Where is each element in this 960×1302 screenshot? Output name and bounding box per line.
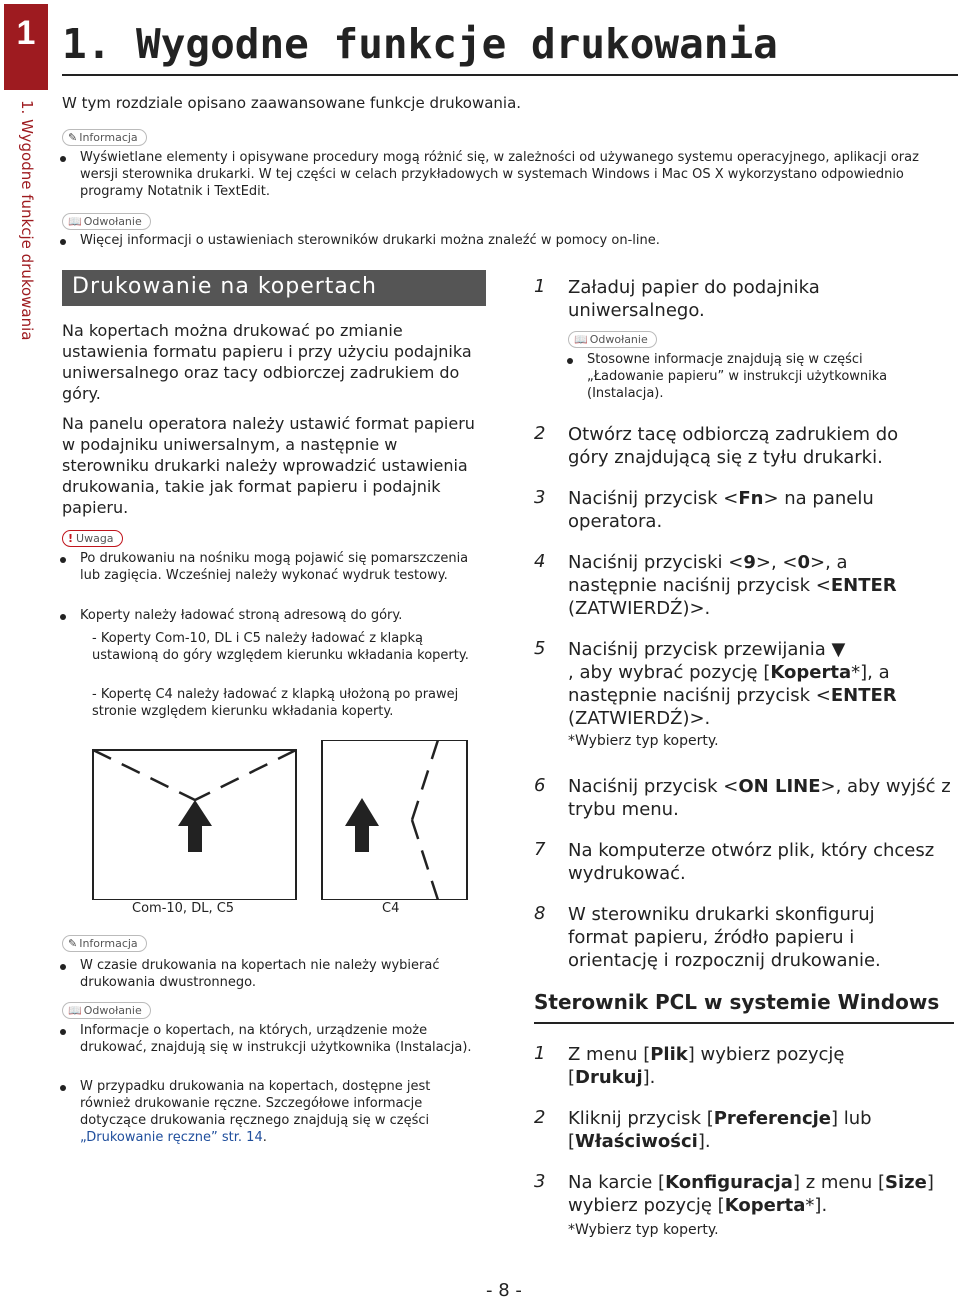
info-badge: ✎ Informacja <box>62 126 147 146</box>
chapter-number: 1 <box>16 14 36 52</box>
book-icon: 📖 <box>574 333 588 346</box>
step-text: Kliknij przycisk [Preferencje] lub [Właściwości]. <box>568 1108 872 1152</box>
info-list-item: W czasie drukowania na kopertach nie należy wybierać drukowania dwustronnego. <box>80 957 480 991</box>
step-text: Naciśnij przyciski <9>, <0>, a następnie naciśnij przycisk <ENTER (ZATWIERDŹ)>. <box>568 552 897 619</box>
figure-label-left: Com-10, DL, C5 <box>132 901 235 916</box>
step-text: Na komputerze otwórz plik, który chcesz wydrukować. <box>568 840 935 884</box>
step-text: Otwórz tacę odbiorczą zadrukiem do góry znajdującą się z tyłu drukarki. <box>568 424 899 468</box>
section-paragraph: Na panelu operatora należy ustawić format papieru w podajniku uniwersalnym, a następnie w sterowniku drukarki należy wprowadzić ustawienia drukowania, takie jak format papieru i podajnik papieru. <box>62 414 475 517</box>
step-number: 2 <box>534 423 546 444</box>
warning-badge: ! Uwaga <box>62 527 123 547</box>
warning-list-item: Po drukowaniu na nośniku mogą pojawić się pomarszczenia lub zagięcia. Wcześniej należy wykonać wydruk testowy. <box>80 550 480 584</box>
step-note: *Wybierz typ koperty. <box>568 1222 719 1238</box>
book-icon: 📖 <box>68 215 82 228</box>
info-list-item: Wyświetlane elementy i opisywane procedury mogą różnić się, w zależności od używanego systemu operacyjnego, aplikacji oraz wersji sterownika drukarki. W tej części w celach przykładowych w systemach Windows i Mac OS X wykorzystano odpowiednio programy Notatnik i TextEdit. <box>80 149 940 200</box>
pcl-section-heading: Sterownik PCL w systemie Windows <box>534 990 940 1014</box>
step-number: 4 <box>534 551 546 572</box>
info-badge: ✎ Informacja <box>62 932 147 952</box>
envelope-loading-diagram <box>90 740 470 900</box>
title-divider <box>62 74 958 76</box>
book-icon: 📖 <box>68 1004 82 1017</box>
section-paragraph: Na kopertach można drukować po zmianie ustawienia formatu papieru i przy użyciu podajnika uniwersalnego oraz tacy odbiorczej zadrukiem do góry. <box>62 321 472 403</box>
step-text: Naciśnij przycisk <ON LINE>, aby wyjść z trybu menu. <box>568 776 951 820</box>
up-arrow-icon <box>345 798 379 852</box>
bullet-icon <box>60 614 66 620</box>
section-heading: Drukowanie na kopertach <box>62 270 486 306</box>
step-number: 7 <box>534 839 546 860</box>
chapter-number-tab <box>4 4 48 90</box>
step-note: *Wybierz typ koperty. <box>568 733 719 749</box>
bullet-icon <box>60 557 66 563</box>
step-number: 3 <box>534 1171 546 1192</box>
bullet-icon <box>60 239 66 245</box>
step-number: 5 <box>534 638 546 659</box>
envelope-com10-dl-c5 <box>93 750 296 900</box>
scroll-down-arrow-icon: ▼ <box>831 639 846 660</box>
reference-list-item: Stosowne informacje znajdują się w części „Ładowanie papieru” w instrukcji użytkownika (Instalacja). <box>587 351 917 402</box>
step-number: 6 <box>534 775 546 796</box>
warning-dash-item: - Kopertę C4 należy ładować z klapką ułożoną po prawej stronie względem kierunku wkładania koperty. <box>92 687 459 719</box>
step-text: Na karcie [Konfiguracja] z menu [Size] wybierz pozycję [Koperta*]. <box>568 1172 934 1216</box>
step-text: W sterowniku drukarki skonfiguruj format papieru, źródło papieru i orientację i rozpocznij drukowanie. <box>568 904 881 971</box>
reference-list-item: Informacje o kopertach, na których, urządzenie może drukować, znajdują się w instrukcji użytkownika (Instalacja). <box>80 1022 480 1056</box>
step-text: Naciśnij przycisk <Fn> na panelu operatora. <box>568 488 874 532</box>
warning-dash-item: - Koperty Com-10, DL i C5 należy ładować z klapką ustawioną do góry względem kierunku wkładania koperty. <box>92 631 469 663</box>
step-text: Z menu [Plik] wybierz pozycję [Drukuj]. <box>568 1044 845 1088</box>
page-title: 1. Wygodne funkcje drukowania <box>62 20 778 68</box>
step-number: 2 <box>534 1107 546 1128</box>
pencil-icon: ✎ <box>68 937 78 950</box>
reference-badge: 📖 Odwołanie <box>62 999 151 1019</box>
reference-badge: 📖 Odwołanie <box>568 328 657 348</box>
bullet-icon <box>60 1085 66 1091</box>
bullet-icon <box>567 358 573 364</box>
reference-list-item: Więcej informacji o ustawieniach sterowników drukarki można znaleźć w pomocy on-line. <box>80 232 940 249</box>
step-text: Naciśnij przycisk przewijania ▼ , aby wybrać pozycję [Koperta*], a następnie naciśnij przycisk <ENTER (ZATWIERDŹ)>. <box>568 639 897 729</box>
figure-label-right: C4 <box>382 901 400 916</box>
pcl-heading-divider <box>534 1022 954 1024</box>
bullet-icon <box>60 964 66 970</box>
chapter-side-label <box>6 100 46 390</box>
intro-text: W tym rozdziale opisano zaawansowane funkcje drukowania. <box>62 94 522 112</box>
page-number: - 8 - <box>486 1280 522 1301</box>
bullet-icon <box>60 156 66 162</box>
exclamation-icon: ! <box>68 532 74 545</box>
step-number: 3 <box>534 487 546 508</box>
step-number: 1 <box>534 1043 546 1064</box>
step-number: 8 <box>534 903 546 924</box>
warning-list-item: Koperty należy ładować stroną adresową do góry. <box>80 607 480 624</box>
step-number: 1 <box>534 276 546 297</box>
reference-badge: 📖 Odwołanie <box>62 210 151 230</box>
step-text: Załaduj papier do podajnika uniwersalnego. <box>568 277 820 321</box>
envelope-c4 <box>322 740 467 900</box>
bullet-icon <box>60 1029 66 1035</box>
reference-list-item: W przypadku drukowania na kopertach, dostępne jest również drukowanie ręczne. Szczegółowe informacje dotyczące drukowania ręcznego znajdują się w części „Drukowanie ręczne” str. 14. <box>80 1078 480 1146</box>
chapter-side-label-text: 1. Wygodne funkcje drukowania <box>18 100 36 341</box>
pencil-icon: ✎ <box>68 131 78 144</box>
up-arrow-icon <box>178 800 212 852</box>
manual-feed-link[interactable]: „Drukowanie ręczne” str. 14 <box>80 1130 263 1145</box>
